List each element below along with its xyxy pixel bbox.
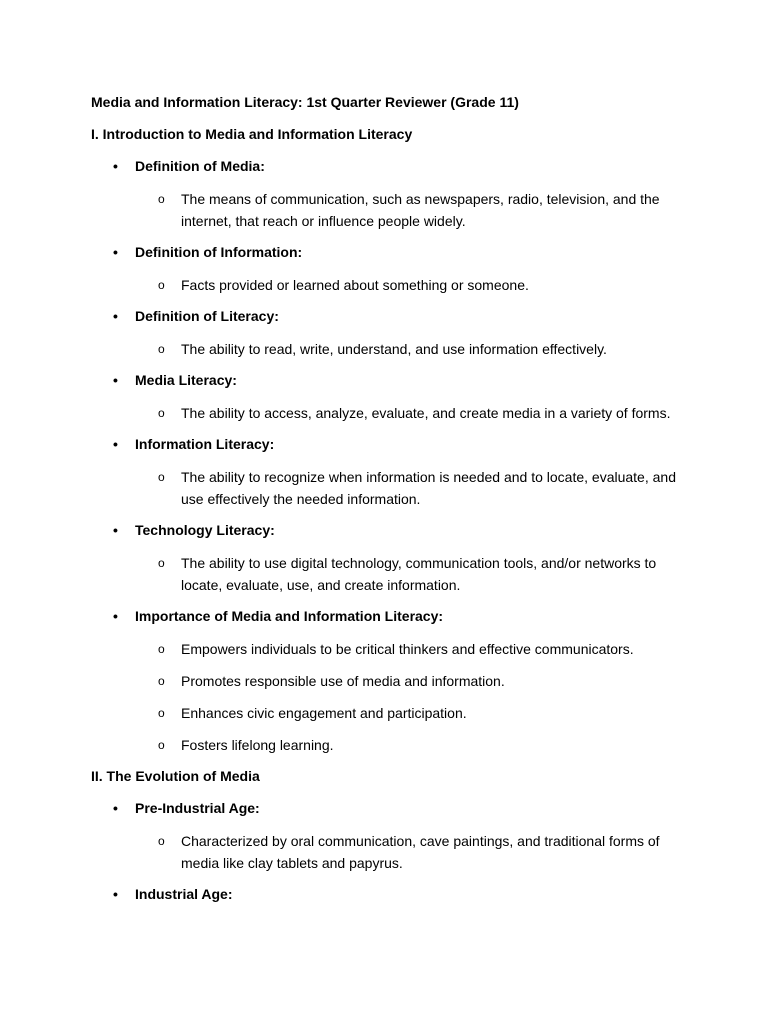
bullet-icon: •: [113, 244, 118, 260]
list-item-industrial-age: [113, 883, 233, 905]
bullet-icon: •: [113, 608, 118, 624]
item-description: The ability to read, write, understand, and use information effectively.: [181, 341, 607, 357]
sub-bullet-icon: o: [158, 192, 165, 206]
item-label: Pre-Industrial Age:: [135, 800, 260, 816]
sub-list-item: [158, 670, 681, 692]
item-label: Media Literacy:: [135, 372, 237, 388]
sub-list-item: [158, 274, 681, 296]
sub-list-item: [158, 338, 681, 360]
item-description: Empowers individuals to be critical thinkers and effective communicators.: [181, 641, 634, 657]
item-label: Industrial Age:: [135, 886, 233, 902]
bullet-icon: •: [113, 372, 118, 388]
section-heading-1: I. Introduction to Media and Information Literacy: [91, 126, 413, 142]
sub-bullet-icon: o: [158, 674, 165, 688]
list-item-pre-industrial-age: [113, 797, 260, 819]
sub-bullet-icon: o: [158, 738, 165, 752]
sub-bullet-icon: o: [158, 406, 165, 420]
sub-list-item: [158, 402, 681, 424]
bullet-icon: •: [113, 308, 118, 324]
item-description: The ability to use digital technology, communication tools, and/or networks to locate, evaluate, use, and create information.: [181, 555, 657, 593]
sub-list-item: [158, 702, 681, 724]
sub-list-item: [158, 552, 681, 596]
item-description: Characterized by oral communication, cave paintings, and traditional forms of media like clay tablets and papyrus.: [181, 833, 660, 871]
sub-list-item: [158, 638, 681, 660]
list-item-definition-of-literacy: [113, 305, 279, 327]
bullet-icon: •: [113, 158, 118, 174]
list-item-technology-literacy: [113, 519, 275, 541]
bullet-icon: •: [113, 886, 118, 902]
item-description: Enhances civic engagement and participation.: [181, 705, 467, 721]
sub-bullet-icon: o: [158, 642, 165, 656]
document-title: Media and Information Literacy: 1st Quarter Reviewer (Grade 11): [91, 94, 519, 110]
item-description: The ability to recognize when information is needed and to locate, evaluate, and use effectively the needed information.: [181, 469, 676, 507]
bullet-icon: •: [113, 800, 118, 816]
sub-list-item: [158, 188, 681, 232]
item-label: Definition of Literacy:: [135, 308, 279, 324]
item-label: Definition of Information:: [135, 244, 303, 260]
sub-bullet-icon: o: [158, 470, 165, 484]
sub-list-item: [158, 830, 681, 874]
list-item-media-literacy: [113, 369, 237, 391]
item-description: The means of communication, such as newspapers, radio, television, and the internet, that reach or influence people widely.: [181, 191, 660, 229]
sub-bullet-icon: o: [158, 706, 165, 720]
sub-list-item: [158, 466, 681, 510]
list-item-information-literacy: [113, 433, 274, 455]
bullet-icon: •: [113, 522, 118, 538]
list-item-importance-of-mil: [113, 605, 443, 627]
item-description: Fosters lifelong learning.: [181, 737, 334, 753]
item-description: The ability to access, analyze, evaluate, and create media in a variety of forms.: [181, 405, 671, 421]
sub-bullet-icon: o: [158, 342, 165, 356]
bullet-icon: •: [113, 436, 118, 452]
item-description: Facts provided or learned about something or someone.: [181, 277, 529, 293]
item-description: Promotes responsible use of media and information.: [181, 673, 505, 689]
item-label: Importance of Media and Information Literacy:: [135, 608, 444, 624]
item-label: Information Literacy:: [135, 436, 275, 452]
item-label: Definition of Media:: [135, 158, 265, 174]
sub-bullet-icon: o: [158, 556, 165, 570]
sub-bullet-icon: o: [158, 834, 165, 848]
list-item-definition-of-media: [113, 155, 265, 177]
sub-bullet-icon: o: [158, 278, 165, 292]
list-item-definition-of-information: [113, 241, 302, 263]
sub-list-item: [158, 734, 681, 756]
section-heading-2: II. The Evolution of Media: [91, 768, 260, 784]
item-label: Technology Literacy:: [135, 522, 275, 538]
